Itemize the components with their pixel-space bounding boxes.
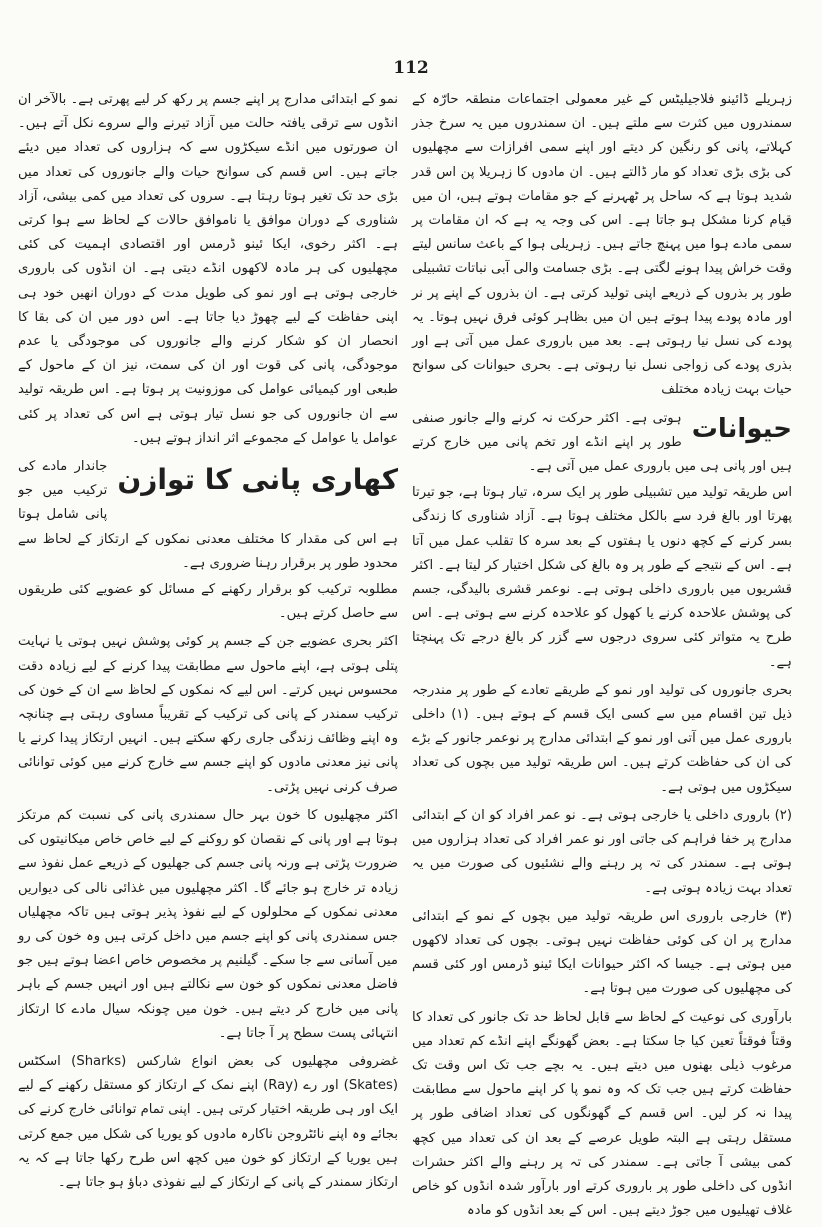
heading-run-in-text: جاندار مادے کی ترکیب میں جو پانی شامل ہوتا ہے اس کی مقدار کا مختلف معدنی نمکوں کے ارتکاز کے لحاظ سے محدود طور پر برقرار رہنا ضروری ہے۔: [18, 459, 398, 571]
heading-run-in-text: ہوتی ہے۔ اکثر حرکت نہ کرنے والے جانور صنفی طور پر اپنے انڈے اور تخم پانی میں خارج کرتے ہیں اور پانی ہی میں باروری عمل میں آتی ہے۔: [412, 410, 792, 475]
body-paragraph: اس طریقہ تولید میں تشبیلی طور پر ایک سرہ، تیار ہوتا ہے، جو تیرتا پھرتا اور بالغ فرد سے بالکل مختلف ہوتا ہے۔ آزاد شناوری کا زندگی بسر کرنے کے کچھ دنوں یا ہفتوں کے بعد سرہ کا تقلب عمل میں آتا ہے۔ اس کے نتیجے کے طور پر وہ بالغ کی شکل اختیار کر لیتا ہے۔ اکثر قشریوں میں باروری داخلی ہوتی ہے۔ نوعمر قشری بالیدگی، جسم کی پوشش علاحدہ کرنے یا کھول کو علاحدہ کرنے سے ہوتی ہے۔ اس طرح یہ متواتر کئی سروی درجوں سے گزر کر بالغ درجے تک پہنچتا ہے۔: [412, 485, 792, 670]
body-paragraph: بارآوری کی نوعیت کے لحاظ سے قابل لحاظ حد تک جانور کی تعداد کا وقتاً فوقتاً تعین کیا جا سکتا ہے۔ بعض گھونگے اپنے انڈے کم تعداد میں مرغوب ذیلی بھنوں میں دیتے ہیں۔ یہ بچے جب تک اس وقت تک حفاظت کرتے ہیں جب تک کہ وہ نمو پا کر اپنے ماحول سے مطابقت پیدا نہ کر لیں۔ اس قسم کے گھونگوں کی تعداد اضافی طور پر مستقل رہتی ہے البتہ طویل عرصے کے بعد ان کی تعداد میں کچھ کمی بیشی آ جاتی ہے۔ سمندر کی تہ پر رہنے والے اکثر حشرات انڈوں کی داخلی طور پر باروری کرتے اور بارآور شدہ انڈوں کو خاص غلاف تھیلیوں میں جوڑ دیتے ہیں۔ اس کے بعد انڈوں کو مادہ: [412, 1009, 792, 1219]
left-column: [18, 88, 398, 1199]
body-paragraph: (۲) باروری داخلی یا خارجی ہوتی ہے۔ نو عمر افراد کو ان کے ابتدائی مدارج پر خفا فراہم کی جاتی اور نو عمر افراد کی تعداد ہزاروں میں ہوتی ہے۔ سمندر کی تہ پر رہنے والے نشئیوں کی صورت میں یہ تعداد بہت زیادہ ہوتی ہے۔: [412, 807, 792, 896]
body-paragraph: (۳) خارجی باروری اس طریقہ تولید میں بچوں کے نمو کے ابتدائی مدارج پر ان کی کوئی حفاظت نہیں ہوتی۔ بچوں کی تعداد لاکھوں میں ہوتی ہے۔ جیسا کہ اکثر حیوانات ایکا ئینو ڈرمس اور کئی قسم کی مچھلیوں کی صورت میں ہوتا ہے۔: [412, 908, 792, 997]
section-heading-animals: حیوانات: [691, 413, 792, 444]
body-paragraph: اکثر بحری عضویے جن کے جسم پر کوئی پوشش نہیں ہوتی یا نہایت پتلی ہوتی ہے، اپنے ماحول سے مطابقت پیدا کرنے کے لیے زیادہ دقت محسوس نہیں کرتے۔ اس لیے کہ نمکوں کے لحاظ سے ان کے خون کی ترکیب سمندر کے پانی کی ترکیب کے تقریباً مساوی رہتی ہے چنانچہ وہ اپنے وظائف زندگی جاری رکھ سکتے ہیں۔ انہیں ارتکاز پیدا کرنے یا پانی نیز معدنی مادوں کو اپنے جسم سے خارج کرنے میں کوئی توانائی صرف کرنی نہیں پڑتی۔: [18, 634, 398, 795]
section-heading-block: [412, 407, 792, 480]
body-paragraph: نمو کے ابتدائی مدارج پر اپنے جسم پر رکھ کر لیے پھرتی ہے۔ بالآخر ان انڈوں سے ترقی یافتہ حالت میں آزاد تیرنے والے سروے نکل آتے ہیں۔ ان صورتوں میں انڈے سیکڑوں سے کہ ہزاروں کی تعداد میں دیئے جاتے ہیں۔ اس قسم کی سوانح حیات والے جانوروں کی تعداد میں بڑی حد تک تغیر ہوتا رہتا ہے۔ سروں کی تعداد میں کمی بیشی، آزاد شناوری کے دوران موافق یا ناموافق حالات کے لحاظ سے ہوا کرتی ہے۔ اکثر رخوی، ایکا ئینو ڈرمس اور اقتصادی اہمیت کی کئی مچھلیوں کی ہر مادہ لاکھوں انڈے دیتی ہے۔ ان انڈوں کی باروری خارجی ہوتی ہے اور نمو کی طویل مدت کے دوران انھیں خود ہی اپنی حفاظت کے لیے چھوڑ دیا جاتا ہے۔ اس دور میں ان کی بقا کا انحصار ان کو شکار کرنے والے جانوروں کی موجودگی یا عدم موجودگی، پانی کی قوت اور ان کی سمت، نیز ان کے ماحول کے طبعی اور کیمیائی عوامل کی موزونیت پر ہوتا ہے۔ اس طریقہ تولید سے ان جانوروں کی جو نسل تیار ہوتی ہے اس کی تعداد پر کئی عوامل یا عوامل کے مجموعے اثر انداز ہوتے ہیں۔: [18, 92, 398, 446]
right-column: [412, 88, 792, 1227]
page-number: 112: [393, 58, 429, 78]
body-paragraph: اکثر مچھلیوں کا خون بہر حال سمندری پانی کی نسبت کم مرتکز ہوتا ہے اور پانی کے نقصان کو روکنے کے لیے خاص خاص میکانیتوں کی ضرورت پڑتی ہے ورنہ پانی جسم کی جھلیوں کے ذریعے عمل نفوذ سے زیادہ تر خارج ہو جائے گا۔ اکثر مچھلیوں میں غذائی نالی کی دیواریں معدنی نمکوں کے محلولوں کے لیے نفوذ پذیر ہوتی ہیں تاکہ مچھلیاں جس سمندری پانی کو اپنے جسم میں داخل کرتی ہیں وہ خون کی رو میں آسانی سے جا سکے۔ گیلنیم پر مخصوص خاص اعضا ہوتے ہیں جو فاضل معدنی نمکوں کو خون سے نکالتے ہیں اور انہیں جسم کے باہر پانی میں خارج کر دیتے ہیں۔ خون میں چونکہ سیال مادے کا ارتکاز انتہائی پست سطح پر آ جاتا ہے۔: [18, 807, 398, 1041]
body-paragraph: مطلوبہ ترکیب کو برقرار رکھنے کے مسائل کو عضویے کئی طریقوں سے حاصل کرتے ہیں۔: [18, 582, 398, 622]
body-paragraph: غضروفی مچھلیوں کی بعض انواع شارکس (Sharks) اسکٹس (Skates) اور رے (Ray) اپنے نمک کے ارتکاز کو مستقل رکھنے کے لیے ایک اور ہی طریقہ اختیار کرتی ہیں۔ اپنی تمام توانائی خارج کرنے کی بجائے وہ اپنے نائٹروجن ناکارہ مادوں کو یوریا کی شکل میں جمع کرتی ہیں یوریا کے ارتکاز کو خون میں کچھ اس طرح رکھا جاتا ہے کہ یہ ارتکاز سمندر کے پانی کے ارتکاز کے لیے نفوذی دباؤ ہو جاتا ہے۔: [18, 1053, 398, 1190]
body-paragraph: بحری جانوروں کی تولید اور نمو کے طریقے تعادے کے طور پر مندرجہ ذیل تین اقسام میں سے کسی ایک قسم کے ہوتے ہیں۔ (۱) داخلی باروری عمل میں آتی اور نمو کے ابتدائی مدارج پر نوعمر جانور کے بڑے کی ان کی حفاظت کرتے ہیں۔ اس طریقہ تولید میں بچوں کی تعداد سیکڑوں میں ہوتی ہے۔: [411, 682, 792, 795]
section-heading-salt-water-balance: کھاری پانی کا توازن: [117, 463, 398, 497]
body-paragraph: زہریلے ڈائینو فلاجیلیٹس کے غیر معمولی اجتماعات منطقہ حارّہ کے سمندروں میں کثرت سے ملتے ہیں۔ ان سمندروں میں یہ سرخ جذر کہلاتے، پانی کو رنگین کر دیتے اور اپنے سمی افرازات سے مچھلیوں کی بڑی بڑی تعداد کو مار ڈالتے ہیں۔ ان مادوں کا زہریلا پن اس قدر شدید ہوتا ہے کہ ساحل پر ٹھہرنے کے جو مقامات ہوتے ہیں، ان میں قیام کرنا مشکل ہو جاتا ہے۔ اس کی وجہ یہ ہے کہ ان مقامات پر سمی مادے ہوا میں پہنچ جاتے ہیں۔ زہریلی ہوا کے باعث سانس لیتے وقت خراش پیدا ہونے لگتی ہے۔ بڑی جسامت والی آبی نباتات تشبیلی طور پر بذروں کے ذریعے اپنی تولید کرتی ہے۔ ان بذروں کے اپنے پر نر اور مادہ پودے پیدا ہوتے ہیں ان میں بظاہر کوئی فرق نہیں ہوتا۔ یہ پودے کی نسل نیا رہوتی ہے۔ بعد میں باروری عمل میں آتی ہے اور بذری پودے کی زواجی نسل نیا رہوتی ہے۔ بحری حیوانات کی سوانح حیات بہت زیادہ مختلف: [412, 92, 792, 398]
section-heading-block: [18, 455, 398, 576]
